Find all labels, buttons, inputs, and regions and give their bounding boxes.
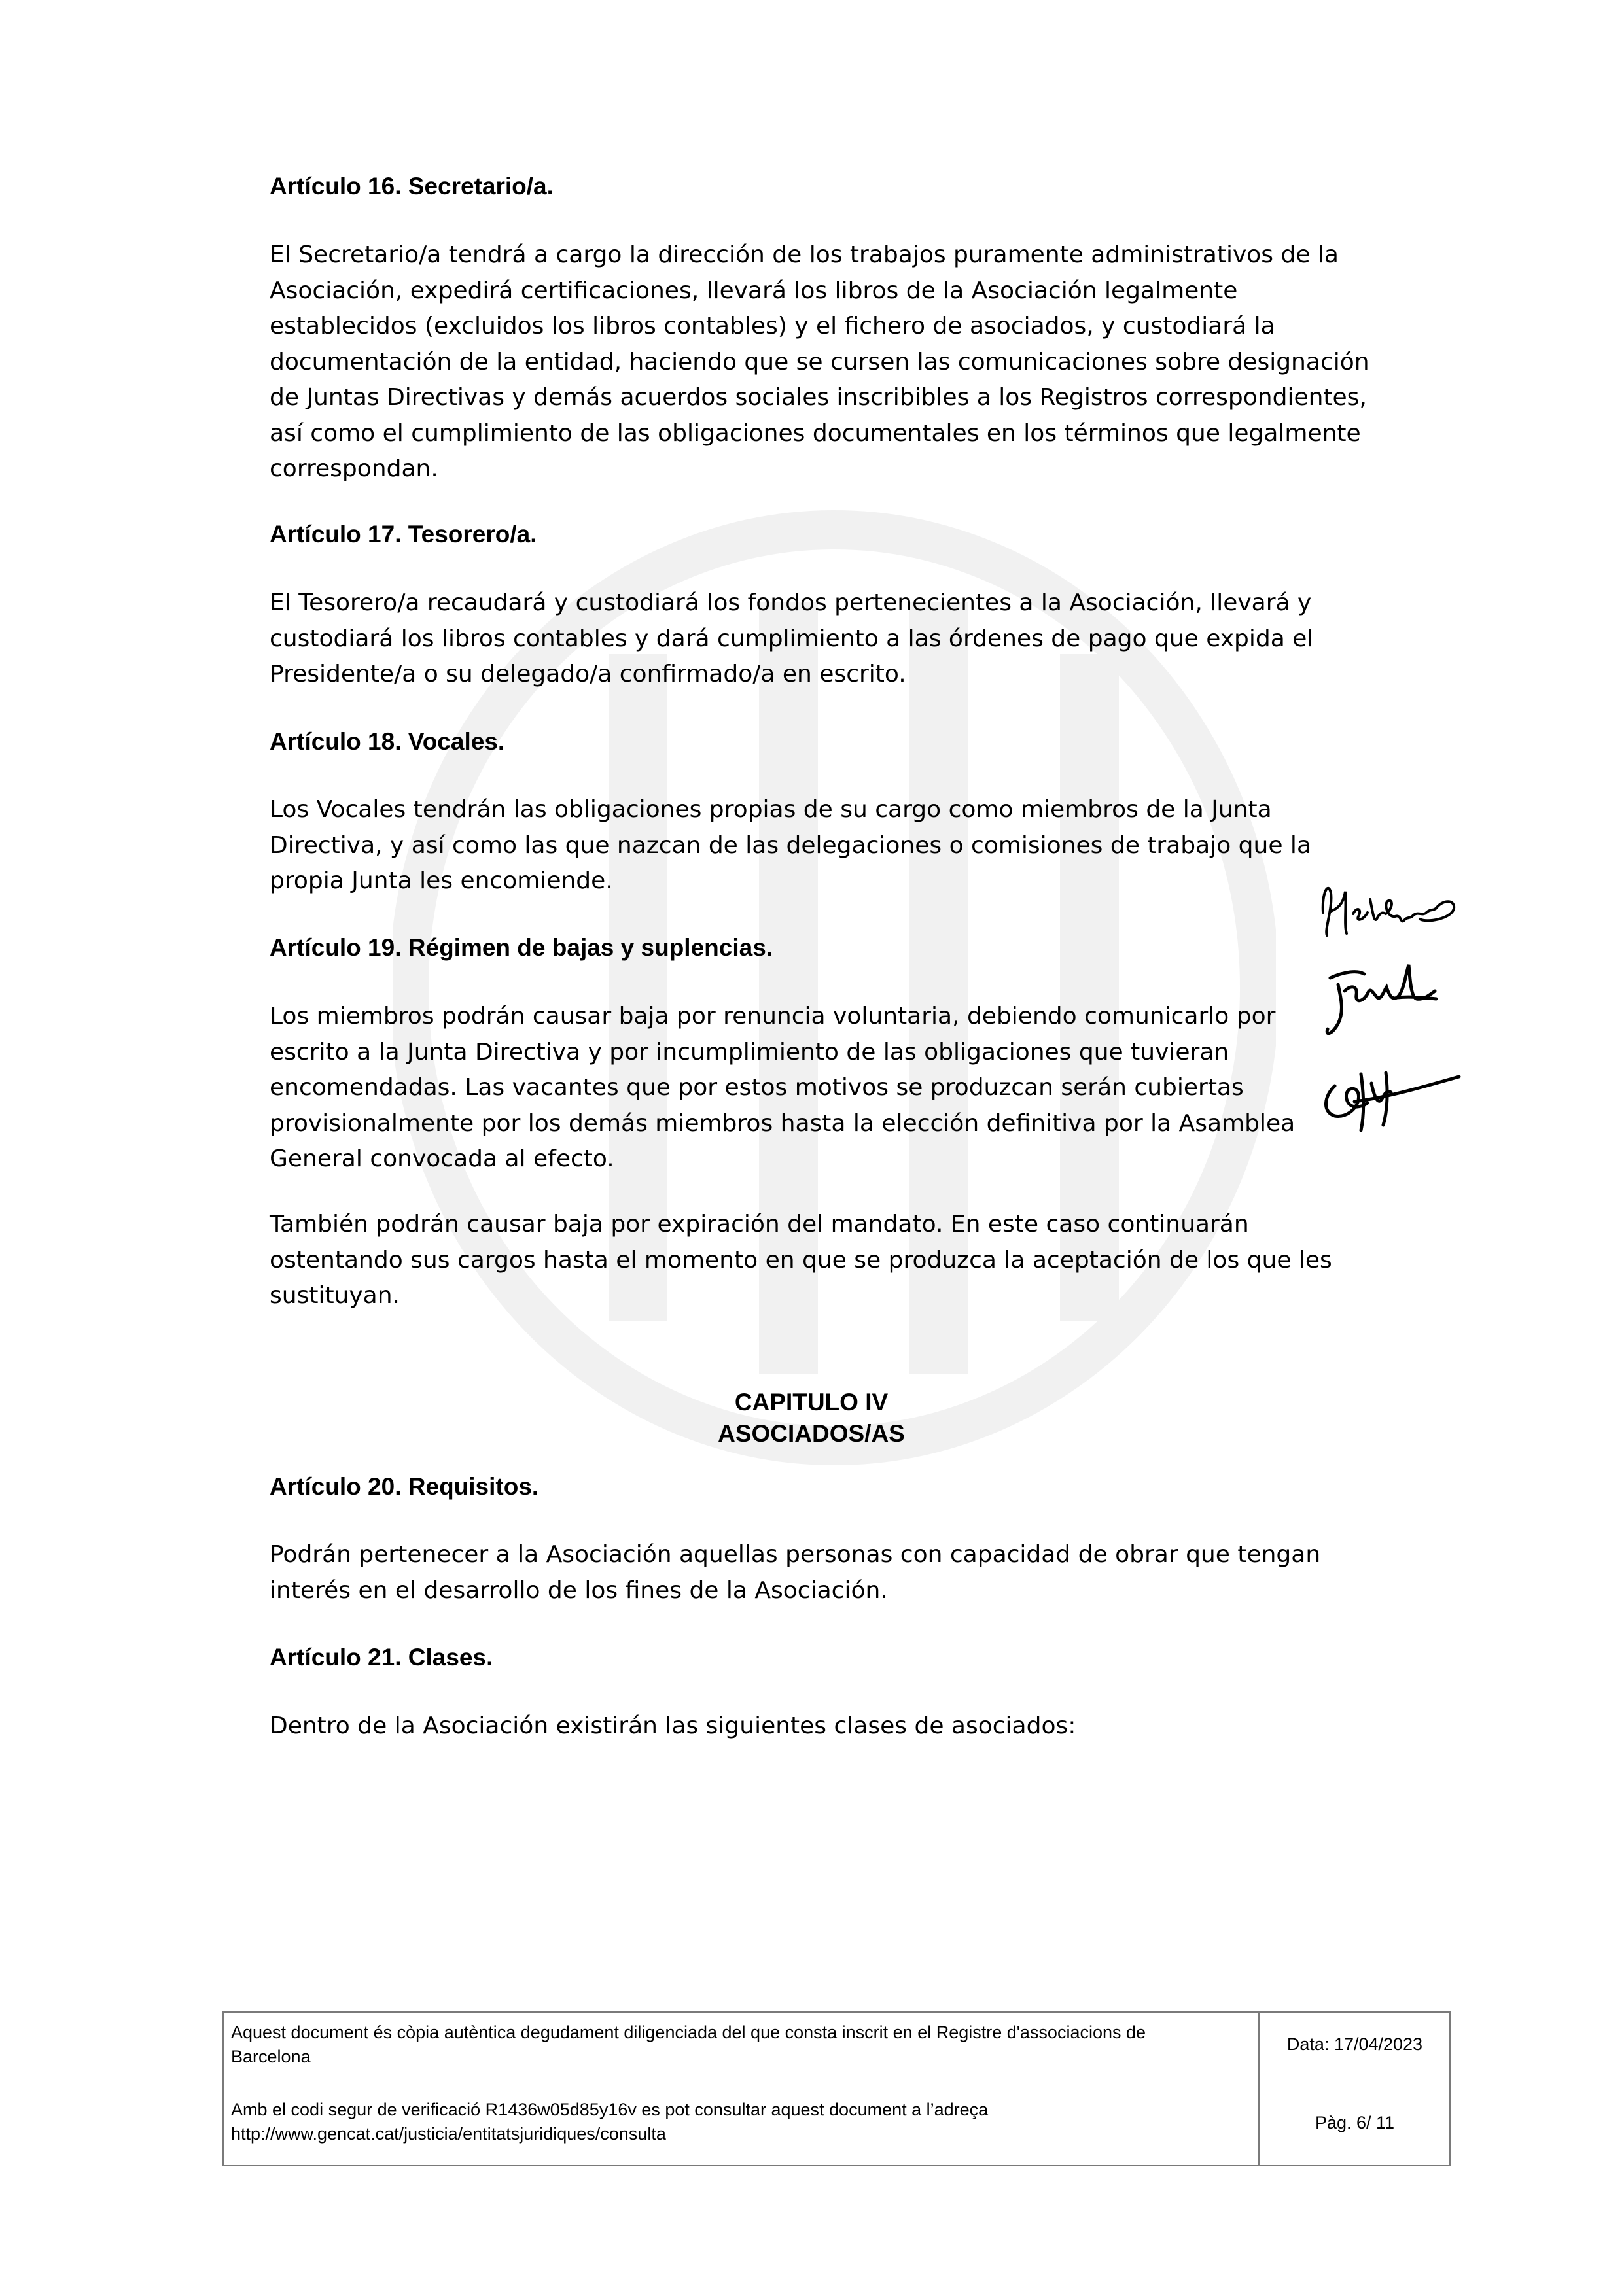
text-line: Amb el codi segur de verificació R1436w05d85y16v es pot consultar aquest document a l’adreça bbox=[231, 2100, 989, 2119]
text-line: interés en el desarrollo de los fines de la Asociación. bbox=[270, 1576, 888, 1604]
article-21-paragraph bbox=[270, 1709, 1330, 1745]
text-line: propia Junta les encomiende. bbox=[270, 867, 613, 894]
text-line: encomendadas. Las vacantes que por estos motivos se produzcan serán cubiertas bbox=[270, 1074, 1244, 1101]
signature-3 bbox=[1315, 1060, 1466, 1138]
article-16-paragraph bbox=[270, 237, 1369, 487]
article-20-paragraph bbox=[270, 1537, 1330, 1609]
text-line: sustituyan. bbox=[270, 1282, 400, 1309]
text-line: Presidente/a o su delegado/a confirmado/a en escrito. bbox=[270, 661, 906, 687]
text-line: provisionalmente por los demás miembros hasta la elección definitiva por la Asamblea bbox=[270, 1109, 1296, 1137]
article-19-paragraph-2 bbox=[270, 1207, 1330, 1314]
signature-2 bbox=[1318, 952, 1449, 1050]
text-line: También podrán causar baja por expiración del mandato. En este caso continuarán bbox=[270, 1211, 1249, 1238]
page-number: Pàg. 6/ 11 bbox=[1315, 2113, 1395, 2132]
text-line: de Juntas Directivas y demás acuerdos sociales inscribibles a los Registros correspondientes, bbox=[270, 384, 1367, 411]
text-line: así como el cumplimiento de las obligaciones documentales en los términos que legalmente bbox=[270, 419, 1361, 447]
footer-date: Data: 17/04/2023 bbox=[1286, 2034, 1423, 2054]
article-19-heading: Artículo 19. Régimen de bajas y suplencias. bbox=[270, 934, 773, 961]
text-line: General convocada al efecto. bbox=[270, 1145, 614, 1172]
text-line: Aquest document és còpia autèntica degudament diligenciada del que consta inscrit en el Registre d'associacions de bbox=[231, 2023, 1146, 2042]
chapter-number: CAPITULO IV bbox=[734, 1389, 889, 1416]
article-19-paragraph-1 bbox=[270, 999, 1330, 1177]
chapter-heading bbox=[589, 1387, 1034, 1450]
article-21-heading: Artículo 21. Clases. bbox=[270, 1644, 493, 1671]
text-line: Asociación, expedirá certificaciones, llevará los libros de la Asociación legalmente bbox=[270, 277, 1238, 304]
text-line: Directiva, y así como las que nazcan de las delegaciones o comisiones de trabajo que la bbox=[270, 831, 1311, 859]
signature-1 bbox=[1315, 873, 1466, 945]
text-line: correspondan. bbox=[270, 455, 438, 482]
text-line: Barcelona bbox=[231, 2047, 311, 2066]
text-line: Los Vocales tendrán las obligaciones propias de su cargo como miembros de la Junta bbox=[270, 796, 1272, 823]
text-line: El Secretario/a tendrá a cargo la dirección de los trabajos puramente administrativos de la bbox=[270, 241, 1339, 268]
article-20-heading: Artículo 20. Requisitos. bbox=[270, 1473, 539, 1500]
text-line: documentación de la entidad, haciendo que se cursen las comunicaciones sobre designación bbox=[270, 348, 1369, 375]
article-17-heading: Artículo 17. Tesorero/a. bbox=[270, 521, 537, 548]
article-17-paragraph bbox=[270, 585, 1330, 693]
article-18-paragraph bbox=[270, 792, 1330, 899]
text-line: Podrán pertenecer a la Asociación aquellas personas con capacidad de obrar que tengan bbox=[270, 1541, 1321, 1568]
text-line: custodiará los libros contables y dará cumplimiento a las órdenes de pago que expida el bbox=[270, 625, 1314, 652]
text-line: Los miembros podrán causar baja por renuncia voluntaria, debiendo comunicarlo por bbox=[270, 1003, 1276, 1030]
verification-text bbox=[231, 2098, 1252, 2146]
text-line: establecidos (excluidos los libros contables) y el fichero de asociados, y custodiará la bbox=[270, 313, 1275, 339]
text-line: El Tesorero/a recaudará y custodiará los fondos pertenecientes a la Asociación, llevará y bbox=[270, 589, 1312, 616]
text-line: ostentando sus cargos hasta el momento en que se produzca la aceptación de los que les bbox=[270, 1246, 1332, 1274]
text-line: http://www.gencat.cat/justicia/entitatsjuridiques/consulta bbox=[231, 2124, 666, 2144]
certification-footer bbox=[222, 2011, 1451, 2166]
article-16-heading: Artículo 16. Secretario/a. bbox=[270, 173, 554, 200]
article-18-heading: Artículo 18. Vocales. bbox=[270, 728, 505, 755]
chapter-title: ASOCIADOS/AS bbox=[718, 1420, 905, 1447]
certification-text bbox=[231, 2021, 1252, 2069]
text-line: Dentro de la Asociación existirán las siguientes clases de asociados: bbox=[270, 1713, 1076, 1739]
text-line: escrito a la Junta Directiva y por incumplimiento de las obligaciones que tuvieran bbox=[270, 1038, 1229, 1066]
